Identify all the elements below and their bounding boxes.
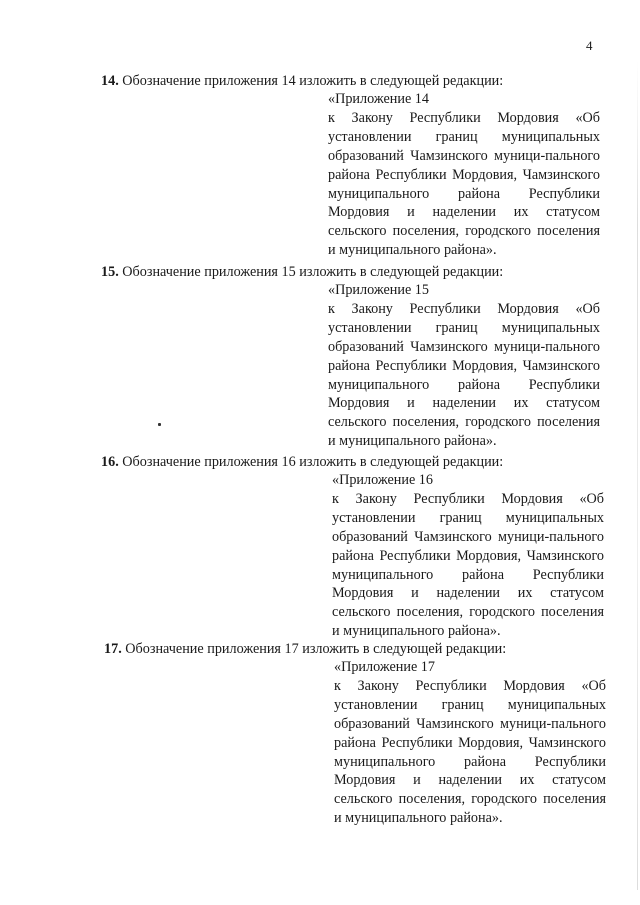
scan-speck — [158, 423, 161, 426]
appendix-designation-block — [332, 471, 604, 641]
appendix-title: «Приложение 17 — [334, 659, 435, 675]
amendment-heading-text: Обозначение приложения 16 изложить в следующей редакции: — [122, 454, 504, 470]
amendment-heading — [101, 453, 503, 471]
appendix-title: «Приложение 14 — [328, 91, 429, 107]
appendix-designation-block — [328, 281, 600, 451]
appendix-body: к Закону Республики Мордовия «Об установлении границ муниципальных образований Чамзинского муници-пального района Республики Мордовия, Чамзинского муниципального района Республики Мордовия и наделении их статусом сельского поселения, городского поселения и муниципального района». — [328, 109, 600, 259]
amendment-number: 15. — [101, 264, 119, 280]
amendment-heading — [101, 72, 503, 90]
appendix-body: к Закону Республики Мордовия «Об установлении границ муниципальных образований Чамзинского муници-пального района Республики Мордовия, Чамзинского муниципального района Республики Мордовия и наделении их статусом сельского поселения, городского поселения и муниципального района». — [332, 490, 604, 640]
amendment-number: 17. — [104, 641, 122, 657]
amendment-number: 14. — [101, 73, 119, 89]
page-number: 4 — [586, 38, 593, 53]
appendix-title: «Приложение 15 — [328, 282, 429, 298]
amendment-heading — [104, 640, 506, 658]
amendment-heading-text: Обозначение приложения 14 изложить в следующей редакции: — [122, 73, 504, 89]
appendix-designation-block — [334, 658, 606, 828]
amendment-number: 16. — [101, 454, 119, 470]
amendment-heading-text: Обозначение приложения 17 изложить в следующей редакции: — [125, 641, 507, 657]
appendix-body: к Закону Республики Мордовия «Об установлении границ муниципальных образований Чамзинского муници-пального района Республики Мордовия, Чамзинского муниципального района Республики Мордовия и наделении их статусом сельского поселения, городского поселения и муниципального района». — [334, 677, 606, 827]
appendix-designation-block — [328, 90, 600, 260]
amendment-heading-text: Обозначение приложения 15 изложить в следующей редакции: — [122, 264, 504, 280]
appendix-title: «Приложение 16 — [332, 472, 433, 488]
amendment-heading — [101, 263, 503, 281]
appendix-body: к Закону Республики Мордовия «Об установлении границ муниципальных образований Чамзинского муници-пального района Республики Мордовия, Чамзинского муниципального района Республики Мордовия и наделении их статусом сельского поселения, городского поселения и муниципального района». — [328, 300, 600, 450]
scan-edge-shadow — [637, 60, 638, 890]
